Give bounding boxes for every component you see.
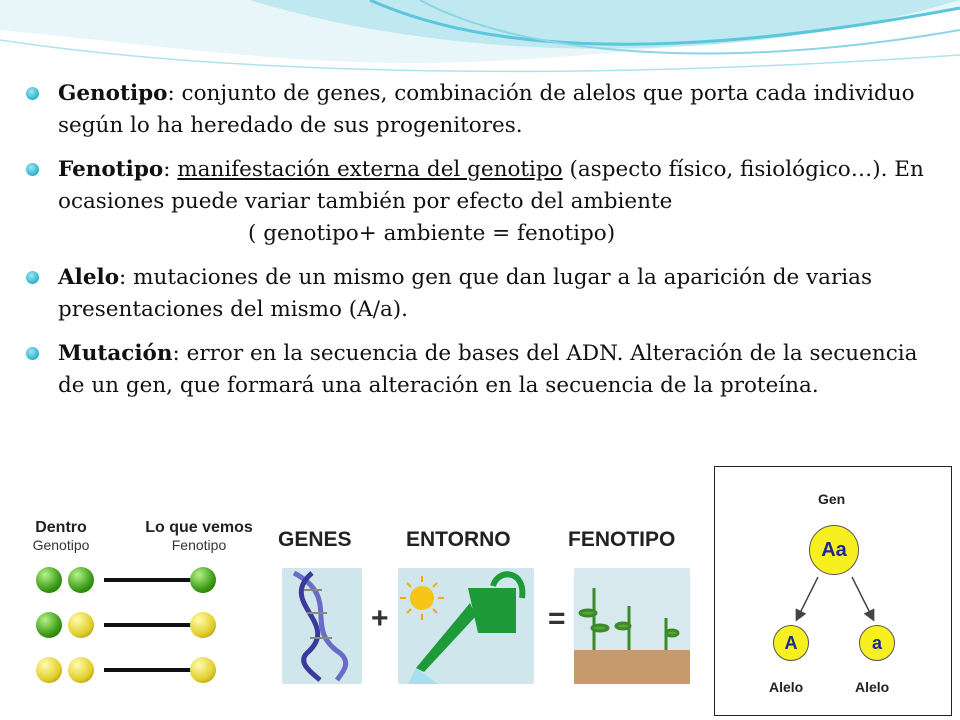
- phenotype-header: [134, 519, 264, 553]
- term-alelo: Alelo: [58, 265, 120, 290]
- sun-and-watering-can-icon: [398, 568, 534, 684]
- genotype-subtitle: Genotipo: [32, 537, 90, 553]
- bullet-icon: [26, 163, 39, 176]
- right-allele-label: Alelo: [855, 679, 890, 695]
- allele-green-ball: [36, 567, 62, 593]
- plus-sign: +: [371, 602, 389, 635]
- bullet-icon: [26, 271, 39, 284]
- tree-title: Gen: [818, 491, 846, 507]
- root-node: Aa: [809, 525, 859, 575]
- definition-genotipo: : conjunto de genes, combinación de alelos que porta cada individuo según lo ha heredado de sus progenitores.: [58, 81, 915, 138]
- left-allele-label: Alelo: [769, 679, 804, 695]
- label-genes: GENES: [278, 528, 352, 551]
- separator: :: [163, 157, 178, 182]
- term-mutacion: Mutación: [58, 341, 173, 366]
- dna-icon: [282, 568, 362, 684]
- allele-yellow-ball: [68, 657, 94, 683]
- definition-alelo: : mutaciones de un mismo gen que dan lugar a la aparición de varias presentaciones del mismo (A/a).: [58, 265, 873, 322]
- bullet-fenotipo: [20, 154, 940, 250]
- right-allele-node: a: [859, 625, 895, 661]
- label-entorno: ENTORNO: [406, 528, 511, 551]
- definitions-list: [20, 78, 940, 414]
- term-genotipo: Genotipo: [58, 81, 168, 106]
- term-fenotipo: Fenotipo: [58, 157, 164, 182]
- plants-icon: [574, 568, 690, 684]
- genes-environment-phenotype: [276, 520, 696, 685]
- phenotype-title: Lo que vemos: [145, 519, 253, 536]
- bullet-icon: [26, 347, 39, 360]
- phenotype-subtitle: Fenotipo: [171, 537, 227, 553]
- formula: ( genotipo+ ambiente = fenotipo): [248, 221, 616, 246]
- tree-arrows: [715, 467, 953, 717]
- left-allele-node: A: [773, 625, 809, 661]
- header-waves: [0, 0, 960, 90]
- definition-mutacion: : error en la secuencia de bases del ADN. Alteración de la secuencia de un gen, que formará una alteración en la secuencia de la proteína.: [58, 341, 918, 398]
- genotype-header: [6, 519, 116, 553]
- underlined-definition: manifestación externa del genotipo: [177, 157, 563, 182]
- allele-yellow-ball: [36, 657, 62, 683]
- definition-fenotipo: (aspecto físico, fisiológico…). En ocasiones puede variar también por efecto del ambiente: [58, 157, 924, 214]
- allele-yellow-ball: [68, 612, 94, 638]
- phenotype-yellow-ball: [190, 612, 216, 638]
- environment-image: [398, 568, 534, 684]
- arrow-icon: [104, 623, 196, 627]
- dna-image: [282, 568, 362, 684]
- arrow-icon: [104, 578, 196, 582]
- allele-green-ball: [36, 612, 62, 638]
- label-fenotipo: FENOTIPO: [568, 528, 676, 551]
- phenotype-green-ball: [190, 567, 216, 593]
- bullet-genotipo: [20, 78, 940, 142]
- phenotype-yellow-ball: [190, 657, 216, 683]
- allele-green-ball: [68, 567, 94, 593]
- bullet-icon: [26, 87, 39, 100]
- bullet-mutacion: [20, 338, 940, 402]
- crop-image: [574, 568, 690, 684]
- genotype-title: Dentro: [35, 519, 87, 536]
- gene-allele-tree: [714, 466, 952, 716]
- equals-sign: =: [548, 602, 566, 635]
- bullet-alelo: [20, 262, 940, 326]
- arrow-icon: [104, 668, 196, 672]
- genotype-phenotype-dots: [20, 515, 270, 700]
